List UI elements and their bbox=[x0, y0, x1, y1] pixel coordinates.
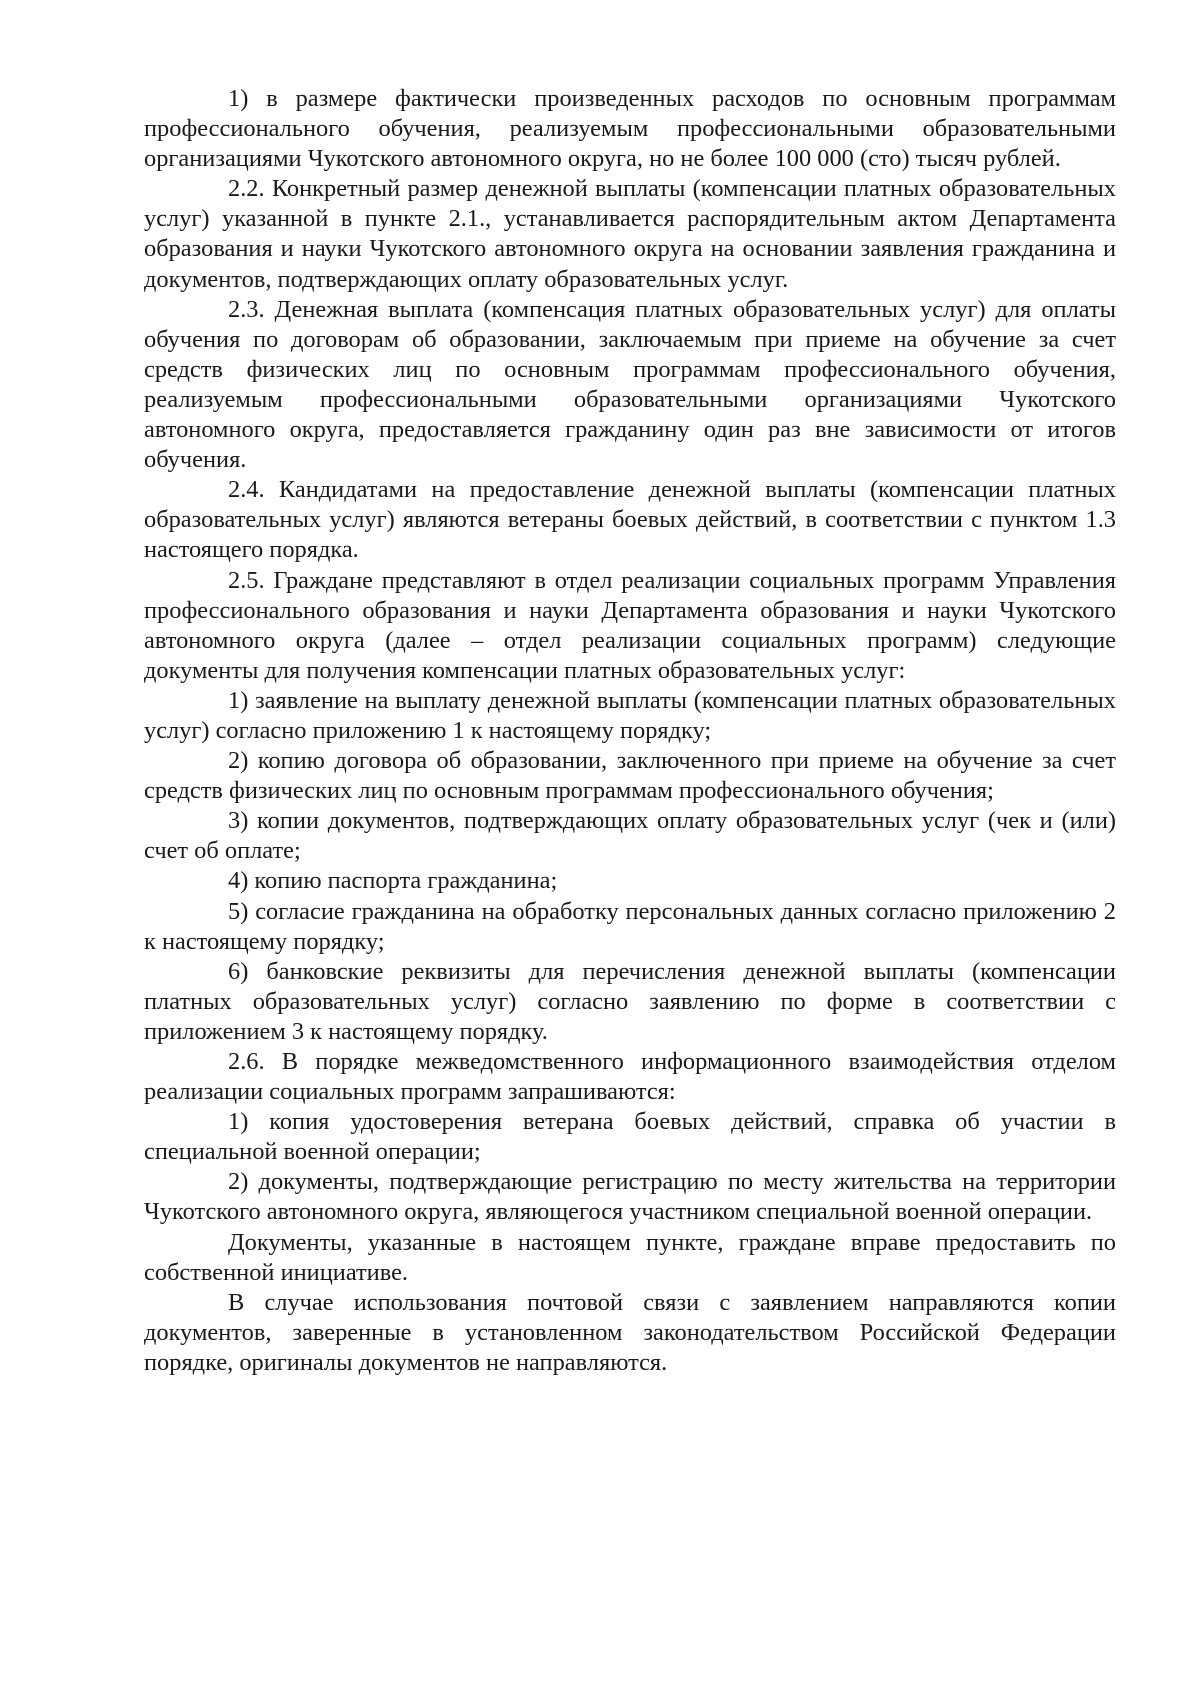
paragraph-2-2-payment-amount: 2.2. Конкретный размер денежной выплаты (компенсации платных образовательных услуг) указанной в пункте 2.1., устанавливается распорядительным актом Департамента образования и науки Чукотского автономного округа на основании заявления гражданина и документов, подтверждающих оплату образовательных услуг. bbox=[144, 175, 1116, 293]
list-item-passport-copy: 4) копию паспорта гражданина; bbox=[228, 867, 558, 895]
list-item-contract-copy: 2) копию договора об образовании, заключенного при приеме на обучение за счет средств физических лиц по основным программам профессионального обучения; bbox=[144, 747, 1116, 805]
list-item-application: 1) заявление на выплату денежной выплаты (компенсации платных образовательных услуг) согласно приложению 1 к настоящему порядку; bbox=[144, 686, 1116, 744]
list-item-veteran-certificate: 1) копия удостоверения ветерана боевых действий, справка об участии в специальной военной операции; bbox=[144, 1108, 1116, 1166]
list-item-personal-data-consent: 5) согласие гражданина на обработку персональных данных согласно приложению 2 к настоящему порядку; bbox=[144, 897, 1116, 955]
paragraph-item-1-expenses: 1) в размере фактически произведенных расходов по основным программам профессионального обучения, реализуемым профессиональными образовательными организациями Чукотского автономного округа, но не более 100 000 (сто) тысяч рублей. bbox=[144, 85, 1116, 173]
list-item-bank-details: 6) банковские реквизиты для перечисления денежной выплаты (компенсации платных образовательных услуг) согласно заявлению по форме в соответствии с приложением 3 к настоящему порядку. bbox=[144, 957, 1116, 1045]
list-item-registration-documents: 2) документы, подтверждающие регистрацию по месту жительства на территории Чукотского автономного округа, являющегося участником специальной военной операции. bbox=[144, 1168, 1116, 1226]
paragraph-own-initiative: Документы, указанные в настоящем пункте, граждане вправе предоставить по собственной инициативе. bbox=[144, 1228, 1116, 1286]
paragraph-2-6-interagency: 2.6. В порядке межведомственного информационного взаимодействия отделом реализации социальных программ запрашиваются: bbox=[144, 1048, 1116, 1106]
list-item-payment-proof: 3) копии документов, подтверждающих оплату образовательных услуг (чек и (или) счет об оплате; bbox=[144, 807, 1116, 865]
document-body bbox=[144, 84, 1116, 1378]
paragraph-2-3-one-time-payment: 2.3. Денежная выплата (компенсация платных образовательных услуг) для оплаты обучения по договорам об образовании, заключаемым при приеме на обучение за счет средств физических лиц по основным программам профессионального обучения, реализуемым профессиональными образовательными организациями Чукотского автономного округа, предоставляется гражданину один раз вне зависимости от итогов обучения. bbox=[144, 295, 1116, 474]
paragraph-2-5-documents: 2.5. Граждане представляют в отдел реализации социальных программ Управления профессионального образования и науки Департамента образования и науки Чукотского автономного округа (далее – отдел реализации социальных программ) следующие документы для получения компенсации платных образовательных услуг: bbox=[144, 566, 1116, 684]
paragraph-2-4-candidates: 2.4. Кандидатами на предоставление денежной выплаты (компенсации платных образовательных услуг) являются ветераны боевых действий, в соответствии с пунктом 1.3 настоящего порядка. bbox=[144, 476, 1116, 564]
paragraph-postal-submission: В случае использования почтовой связи с заявлением направляются копии документов, заверенные в установленном законодательством Российской Федерации порядке, оригиналы документов не направляются. bbox=[144, 1288, 1116, 1376]
